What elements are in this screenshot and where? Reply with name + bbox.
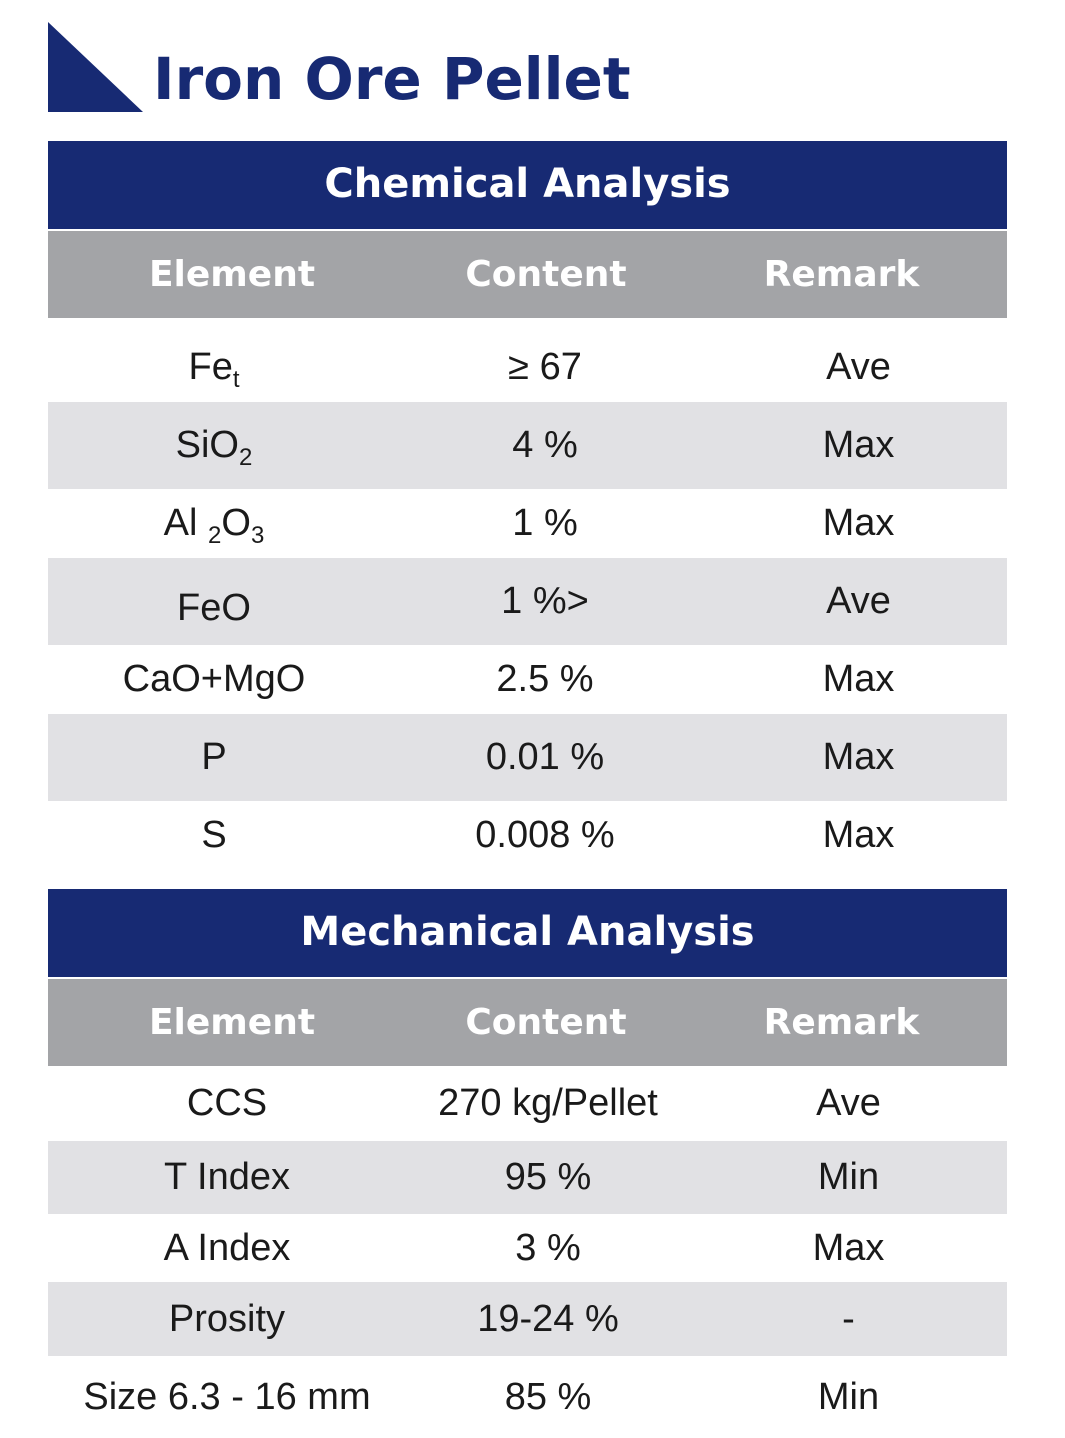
table-row <box>48 1141 1007 1214</box>
row-content: 1 % <box>512 502 578 544</box>
row-remark: Ave <box>816 1082 881 1124</box>
row-remark: - <box>842 1297 855 1340</box>
table-row <box>48 1282 1007 1356</box>
table-row <box>48 645 1007 714</box>
row-element: $Fe_t$ <box>188 345 240 393</box>
mechanical-column-headers <box>48 979 1007 1066</box>
column-header-element: Element <box>148 1002 316 1043</box>
row-content: 85 % <box>504 1375 592 1418</box>
row-content: 2.5 % <box>496 658 594 700</box>
table-row <box>48 1214 1007 1282</box>
table-row <box>48 1356 1007 1438</box>
row-remark: Max <box>822 813 895 856</box>
triangle-logo-icon <box>48 22 143 112</box>
row-remark: Max <box>822 736 895 778</box>
row-element: SiO$_2$ <box>175 424 253 471</box>
row-remark: Max <box>822 424 895 466</box>
row-content: 0.008 % <box>475 813 615 856</box>
row-element: T Index <box>163 1156 291 1198</box>
table-row <box>48 402 1007 489</box>
row-content: 1 %> <box>501 580 589 622</box>
chemical-column-headers <box>48 231 1007 318</box>
row-element: CaO+MgO <box>122 658 306 700</box>
page-title: Iron Ore Pellet <box>153 45 631 113</box>
table-row <box>48 714 1007 801</box>
row-content: 270 kg/Pellet <box>438 1082 658 1124</box>
row-remark: Max <box>822 502 895 544</box>
row-remark: Min <box>817 1156 880 1198</box>
row-content: 3 % <box>515 1226 581 1269</box>
row-element: P <box>201 736 227 778</box>
table-row <box>48 801 1007 869</box>
row-element: A Index <box>163 1226 291 1269</box>
mechanical-analysis-title: Mechanical Analysis <box>48 889 1007 977</box>
table-row <box>48 1066 1007 1141</box>
column-header-element: Element <box>148 254 316 295</box>
row-content: 19-24 % <box>477 1297 619 1340</box>
column-header-remark: Remark <box>763 1002 920 1043</box>
row-element: FeO <box>177 587 251 629</box>
table-row <box>48 322 1007 402</box>
row-remark: Ave <box>826 345 891 388</box>
row-remark: Max <box>812 1226 885 1269</box>
page-header <box>48 22 1028 122</box>
row-content: ≥ 67 <box>508 345 582 388</box>
row-element: S <box>201 813 227 856</box>
row-element: Size 6.3 - 16 mm <box>83 1375 371 1418</box>
row-content: 4 % <box>512 424 578 466</box>
column-header-content: Content <box>465 254 627 295</box>
row-remark: Min <box>817 1375 880 1418</box>
row-remark: Ave <box>826 580 891 622</box>
column-header-remark: Remark <box>763 254 920 295</box>
row-element: Prosity <box>168 1297 286 1340</box>
table-row <box>48 558 1007 645</box>
mechanical-analysis-table <box>48 889 1007 1438</box>
chemical-analysis-title: Chemical Analysis <box>48 141 1007 229</box>
row-element: Al $_2O_3$ <box>163 502 265 549</box>
table-row <box>48 489 1007 558</box>
row-element: CCS <box>186 1082 268 1124</box>
row-content: 0.01 % <box>485 736 605 778</box>
chemical-analysis-table <box>48 141 1007 869</box>
row-remark: Max <box>822 658 895 700</box>
column-header-content: Content <box>465 1002 627 1043</box>
row-content: 95 % <box>504 1156 592 1198</box>
